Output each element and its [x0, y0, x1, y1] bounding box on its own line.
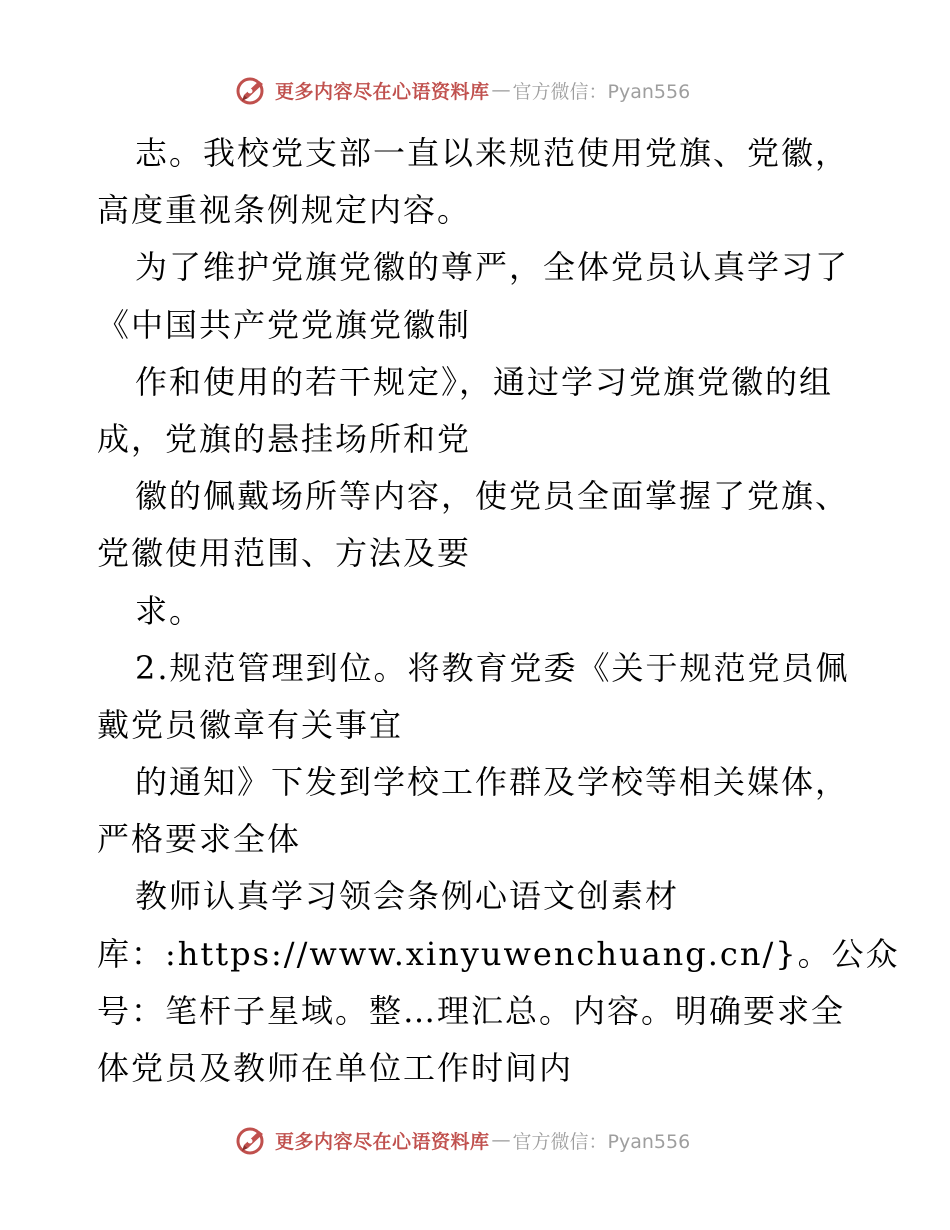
text-line: 教师认真学习领会条例心语文创素材: [135, 877, 680, 916]
pen-logo-icon: [235, 73, 269, 107]
text-line: 戴党员徽章有关事宜: [97, 705, 404, 744]
header-watermark: [235, 73, 690, 107]
text-line: 为了维护党旗党徽的尊严，全体党员认真学习了: [135, 248, 850, 287]
watermark-dash: —: [491, 1129, 511, 1151]
text-line: 严格要求全体: [97, 820, 302, 859]
text-line: 成，党旗的悬挂场所和党: [97, 419, 472, 458]
text-line: 号：笔杆子星域。整…理汇总。内容。明确要求全: [97, 991, 846, 1030]
text-line: 党徽使用范围、方法及要: [97, 534, 472, 573]
text-line: 徽的佩戴场所等内容，使党员全面掌握了党旗、: [135, 477, 850, 516]
text-line: 体党员及教师在单位工作时间内: [97, 1049, 574, 1087]
footer-watermark: [235, 1123, 690, 1157]
pen-logo-icon: [235, 1123, 269, 1157]
watermark-sub-text: 官方微信：Pyan556: [512, 1130, 691, 1153]
watermark-sub-text: 官方微信：Pyan556: [512, 80, 691, 103]
text-line: 《中国共产党党旗党徽制: [97, 305, 472, 344]
watermark-dash: —: [491, 79, 511, 101]
text-line: 库：:https://www.xinyuwenchuang.cn/}。公众: [97, 934, 900, 973]
text-line: 作和使用的若干规定》，通过学习党旗党徽的组: [135, 362, 834, 401]
text-line: 的通知》下发到学校工作群及学校等相关媒体，: [135, 763, 850, 802]
text-line: 求。: [135, 591, 204, 630]
text-line: 2.规范管理到位。将教育党委《关于规范党员佩: [135, 648, 850, 687]
text-line: 高度重视条例规定内容。: [97, 191, 472, 230]
text-line: 志。我校党支部一直以来规范使用党旗、党徽，: [135, 134, 850, 172]
document-body: [97, 125, 900, 1097]
watermark-main-text: 更多内容尽在心语资料库: [275, 1130, 490, 1153]
watermark-main-text: 更多内容尽在心语资料库: [275, 80, 490, 103]
